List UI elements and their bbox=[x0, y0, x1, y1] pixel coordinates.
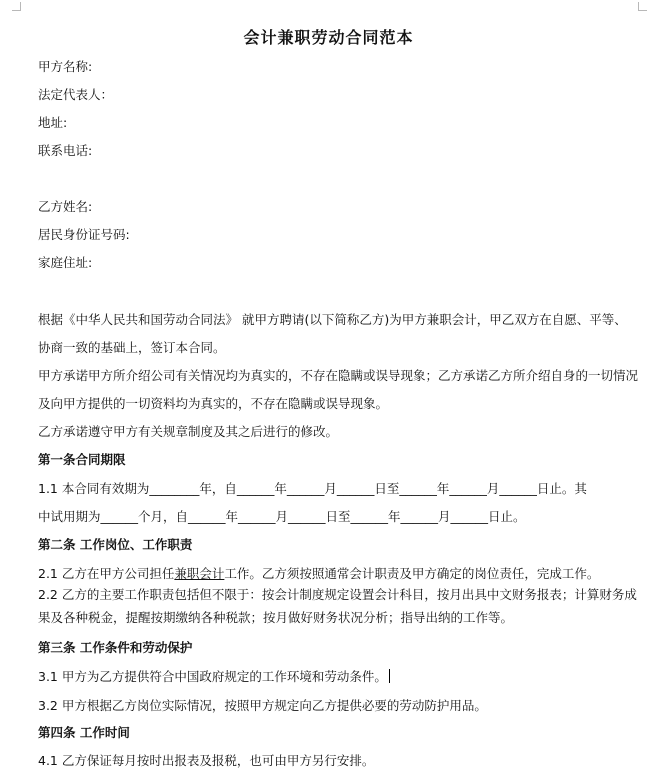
document-title[interactable]: 会计兼职劳动合同范本 bbox=[243, 28, 414, 47]
intro-paragraph-3[interactable]: 乙方承诺遵守甲方有关规章制度及其之后进行的修改。 bbox=[38, 424, 339, 439]
intro-paragraph-1-line-1[interactable]: 根据《中华人民共和国劳动合同法》 就甲方聘请(以下简称乙方)为甲方兼职会计，甲乙双方在自愿、平等、 bbox=[38, 312, 627, 327]
article-2-clause-1-position: 兼职会计 bbox=[174, 566, 225, 581]
intro-paragraph-2-line-2[interactable]: 及向甲方提供的一切资料均为真实的，不存在隐瞒或误导现象。 bbox=[38, 396, 389, 411]
party-a-representative-label[interactable]: 法定代表人： bbox=[38, 87, 114, 102]
article-1-clause-1-line-2[interactable]: 中试用期为______个月，自______年______月______日至______年______月______日止。 bbox=[38, 509, 526, 524]
article-2-clause-1-prefix: 2.1 乙方在甲方公司担任 bbox=[38, 566, 175, 581]
article-2-clause-2-line-1[interactable]: 2.2 乙方的主要工作职责包括但不限于：按会计制度规定设置会计科目，按月出具中文财务报表；计算财务成 bbox=[38, 587, 637, 602]
article-3-clause-1[interactable] bbox=[38, 668, 390, 686]
party-b-address-label[interactable]: 家庭住址: bbox=[38, 255, 93, 270]
article-2-heading[interactable]: 第二条 工作岗位、工作职责 bbox=[38, 537, 193, 552]
article-4-heading[interactable]: 第四条 工作时间 bbox=[38, 725, 130, 740]
party-a-name-label[interactable]: 甲方名称: bbox=[38, 59, 93, 74]
party-b-name-label[interactable]: 乙方姓名: bbox=[38, 199, 93, 214]
crop-mark-top-right bbox=[638, 2, 647, 11]
intro-paragraph-1-line-2[interactable]: 协商一致的基础上，签订本合同。 bbox=[38, 340, 226, 355]
article-3-clause-1-text: 3.1 甲方为乙方提供符合中国政府规定的工作环境和劳动条件。 bbox=[38, 669, 387, 684]
article-1-clause-1-line-1[interactable]: 1.1 本合同有效期为________年，自______年______月______日至______年______月______日止。其 bbox=[38, 481, 587, 496]
intro-paragraph-2-line-1[interactable]: 甲方承诺甲方所介绍公司有关情况均为真实的，不存在隐瞒或误导现象；乙方承诺乙方所介绍自身的一切情况 bbox=[38, 368, 639, 383]
crop-mark-top-left bbox=[12, 2, 21, 11]
article-2-clause-1[interactable] bbox=[38, 565, 599, 583]
article-1-heading[interactable]: 第一条合同期限 bbox=[38, 452, 126, 467]
party-a-address-label[interactable]: 地址: bbox=[38, 115, 68, 130]
text-cursor bbox=[389, 669, 390, 683]
article-3-heading[interactable]: 第三条 工作条件和劳动保护 bbox=[38, 640, 193, 655]
party-a-phone-label[interactable]: 联系电话: bbox=[38, 143, 93, 158]
article-2-clause-2-line-2[interactable]: 果及各种税金，提醒按期缴纳各种税款；按月做好财务状况分析；指导出纳的工作等。 bbox=[38, 610, 514, 625]
article-3-clause-2[interactable]: 3.2 甲方根据乙方岗位实际情况，按照甲方规定向乙方提供必要的劳动防护用品。 bbox=[38, 698, 487, 713]
article-4-clause-1[interactable]: 4.1 乙方保证每月按时出报表及报税，也可由甲方另行安排。 bbox=[38, 753, 375, 768]
article-2-clause-1-suffix: 工作。乙方须按照通常会计职责及甲方确定的岗位责任，完成工作。 bbox=[224, 566, 600, 581]
party-b-id-label[interactable]: 居民身份证号码: bbox=[38, 227, 130, 242]
